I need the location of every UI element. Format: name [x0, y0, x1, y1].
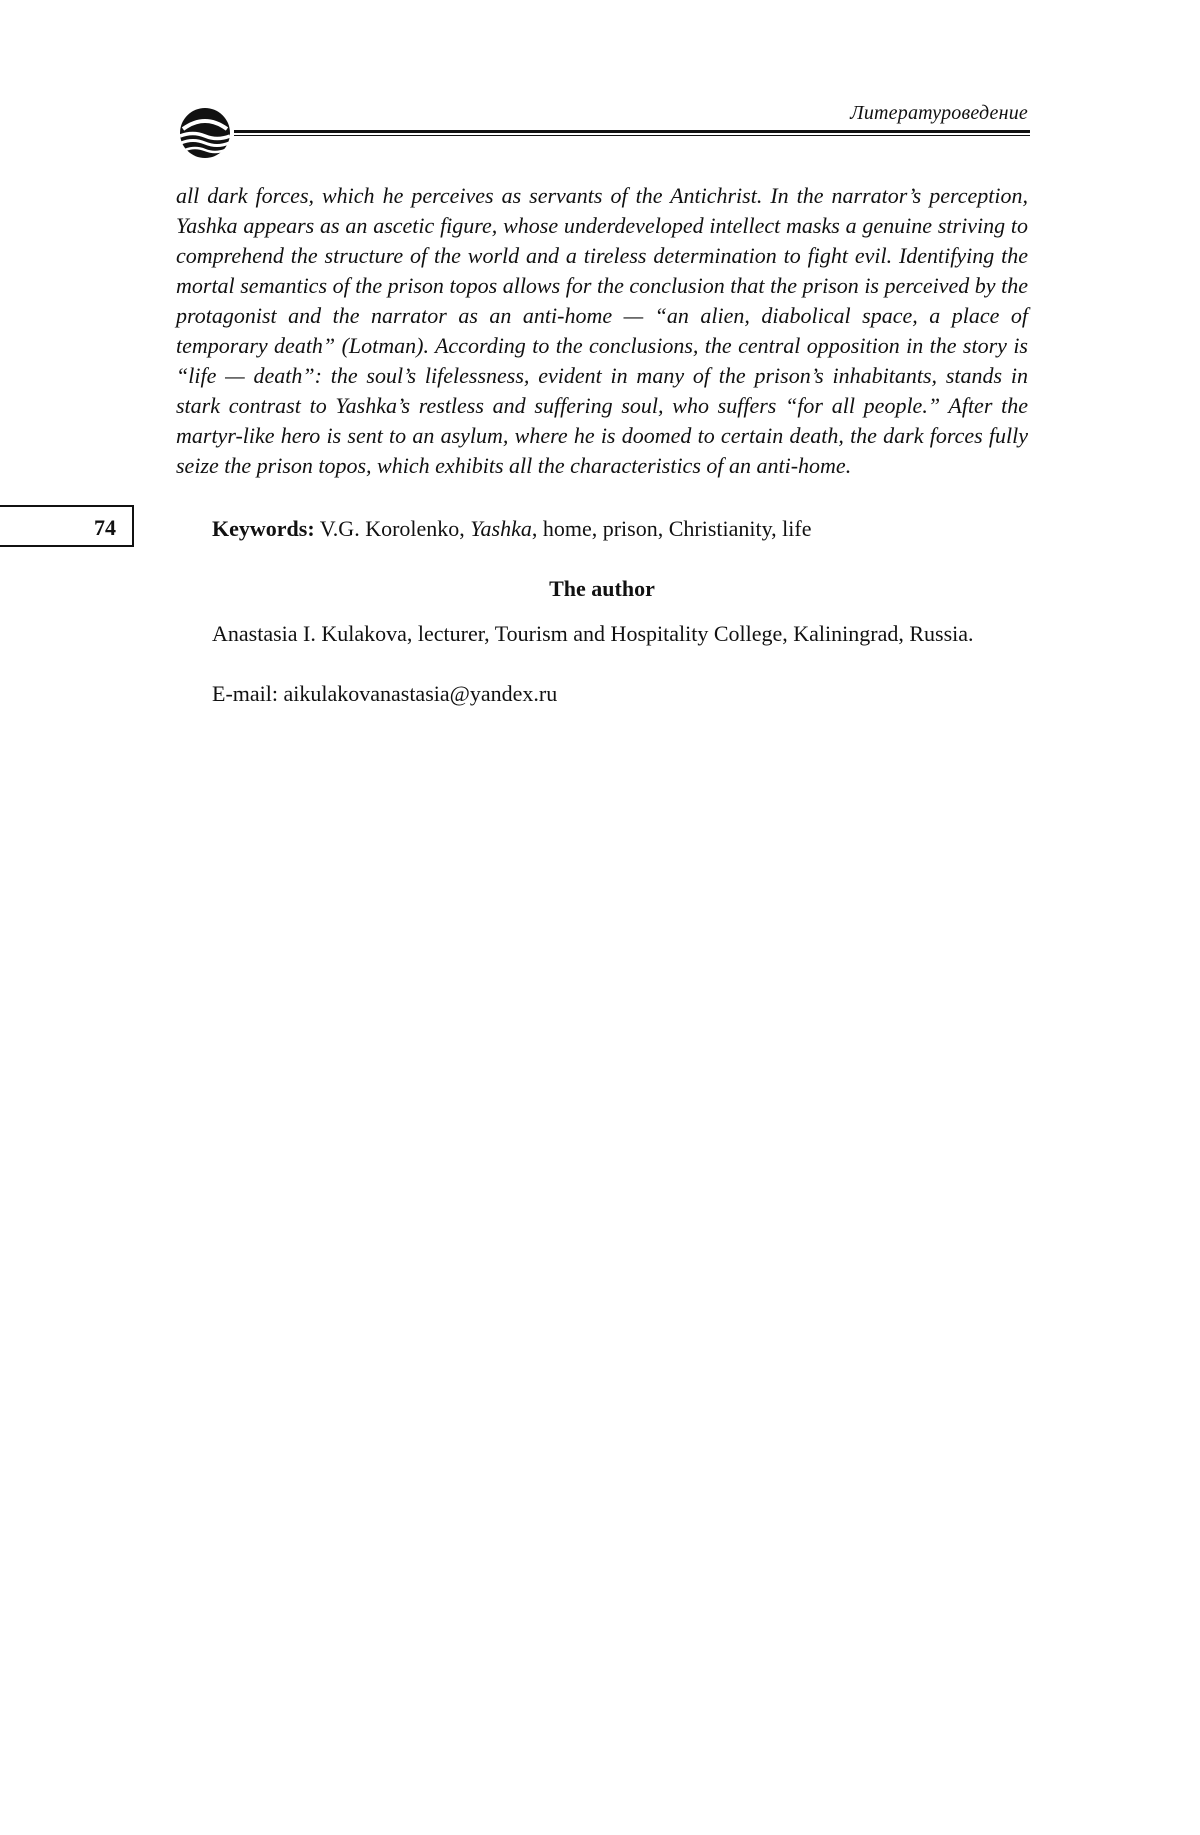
journal-wave-logo-icon: [175, 103, 235, 163]
running-head: Литературоведение: [850, 102, 1028, 124]
author-info: Anastasia I. Kulakova, lecturer, Tourism and Hospitality College, Kaliningrad, Russia.: [212, 621, 974, 646]
header-rule: [234, 130, 1030, 136]
page-number-box: [0, 505, 134, 547]
keywords-values-start: V.G. Korolenko,: [314, 516, 471, 541]
keywords-values-end: , home, prison, Christianity, life: [531, 516, 812, 541]
keywords-line: [212, 514, 812, 544]
author-email: E-mail: aikulakovanastasia@yandex.ru: [212, 681, 558, 706]
keywords-label: Keywords:: [212, 516, 315, 541]
author-heading: The author: [549, 576, 655, 601]
abstract-text: all dark forces, which he perceives as servants of the Antichrist. In the narrator’s perception, Yashka appears as an ascetic figure, whose underdeveloped intellect masks a genuine striving to comprehend the structure of the world and a tireless determination to fight evil. Identifying the mortal semantics of the prison topos allows for the conclusion that the prison is perceived by the protagonist and the narrator as an anti-home — “an alien, diabolical space, a place of temporary death” (Lotman). According to the conclusions, the central opposition in the story is “life — death”: the soul’s lifelessness, evident in many of the prison’s inhabitants, stands in stark contrast to Yashka’s restless and suffering soul, who suffers “for all people.” After the martyr-like hero is sent to an asylum, where he is doomed to certain death, the dark forces fully seize the prison topos, which exhibits all the characteristics of an anti-home.: [176, 183, 1028, 478]
keywords-italic-title: Yashka: [470, 516, 532, 541]
page-number: 74: [94, 515, 116, 540]
